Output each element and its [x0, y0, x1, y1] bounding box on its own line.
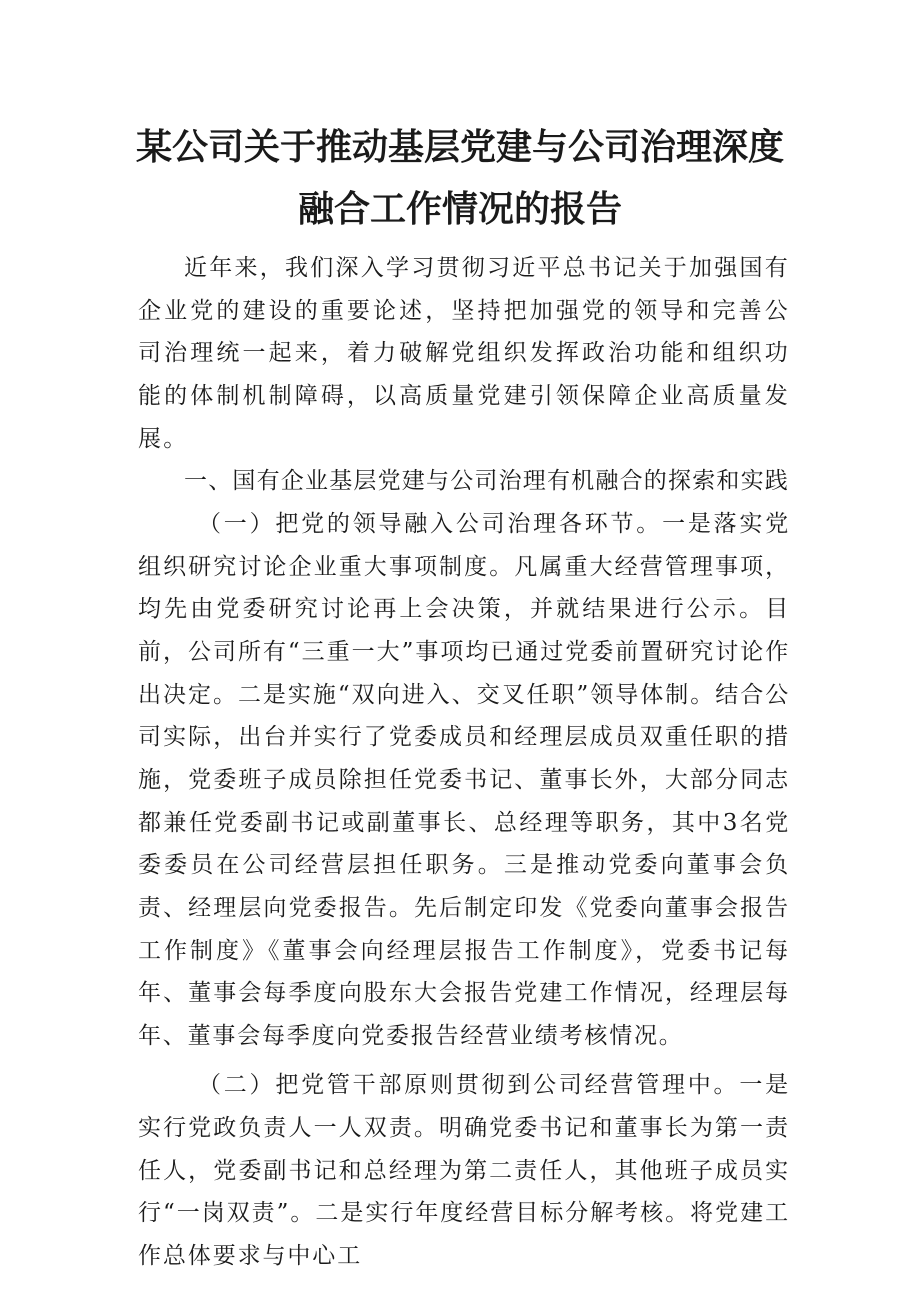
subsection-paragraph-2: （二）把党管干部原则贯彻到公司经营管理中。一是实行党政负责人一人双责。明确党委书记和董事长为第一责任人，党委副书记和总经理为第二责任人，其他班子成员实行“一岗双责”。二是实行年度经营目标分解考核。将党建工作总体要求与中心工	[138, 1072, 790, 1270]
section-heading-1: 一、国有企业基层党建与公司治理有机融合的探索和实践	[184, 468, 789, 495]
document-title-line-2: 融合工作情况的报告	[297, 189, 622, 230]
document-title-line-1: 某公司关于推动基层党建与公司治理深度	[135, 127, 784, 168]
subsection-paragraph-1: （一）把党的领导融入公司治理各环节。一是落实党组织研究讨论企业重大事项制度。凡属重大经营管理事项，均先由党委研究讨论再上会决策，并就结果进行公示。目前，公司所有“三重一大”事项均已通过党委前置研究讨论作出决定。二是实施“双向进入、交叉任职”领导体制。结合公司实际，出台并实行了党委成员和经理层成员双重任职的措施，党委班子成员除担任党委书记、董事长外，大部分同志都兼任党委副书记或副董事长、总经理等职务，其中3名党委委员在公司经营层担任职务。三是推动党委向董事会负责、经理层向党委报告。先后制定印发《党委向董事会报告工作制度》《董事会向经理层报告工作制度》，党委书记每年、董事会每季度向股东大会报告党建工作情况，经理层每年、董事会每季度向党委报告经营业绩考核情况。	[138, 510, 790, 1049]
document-body	[138, 247, 790, 1278]
intro-paragraph: 近年来，我们深入学习贯彻习近平总书记关于加强国有企业党的建设的重要论述，坚持把加强党的领导和完善公司治理统一起来，着力破解党组织发挥政治功能和组织功能的体制机制障碍，以高质量党建引领保障企业高质量发展。	[138, 255, 790, 452]
